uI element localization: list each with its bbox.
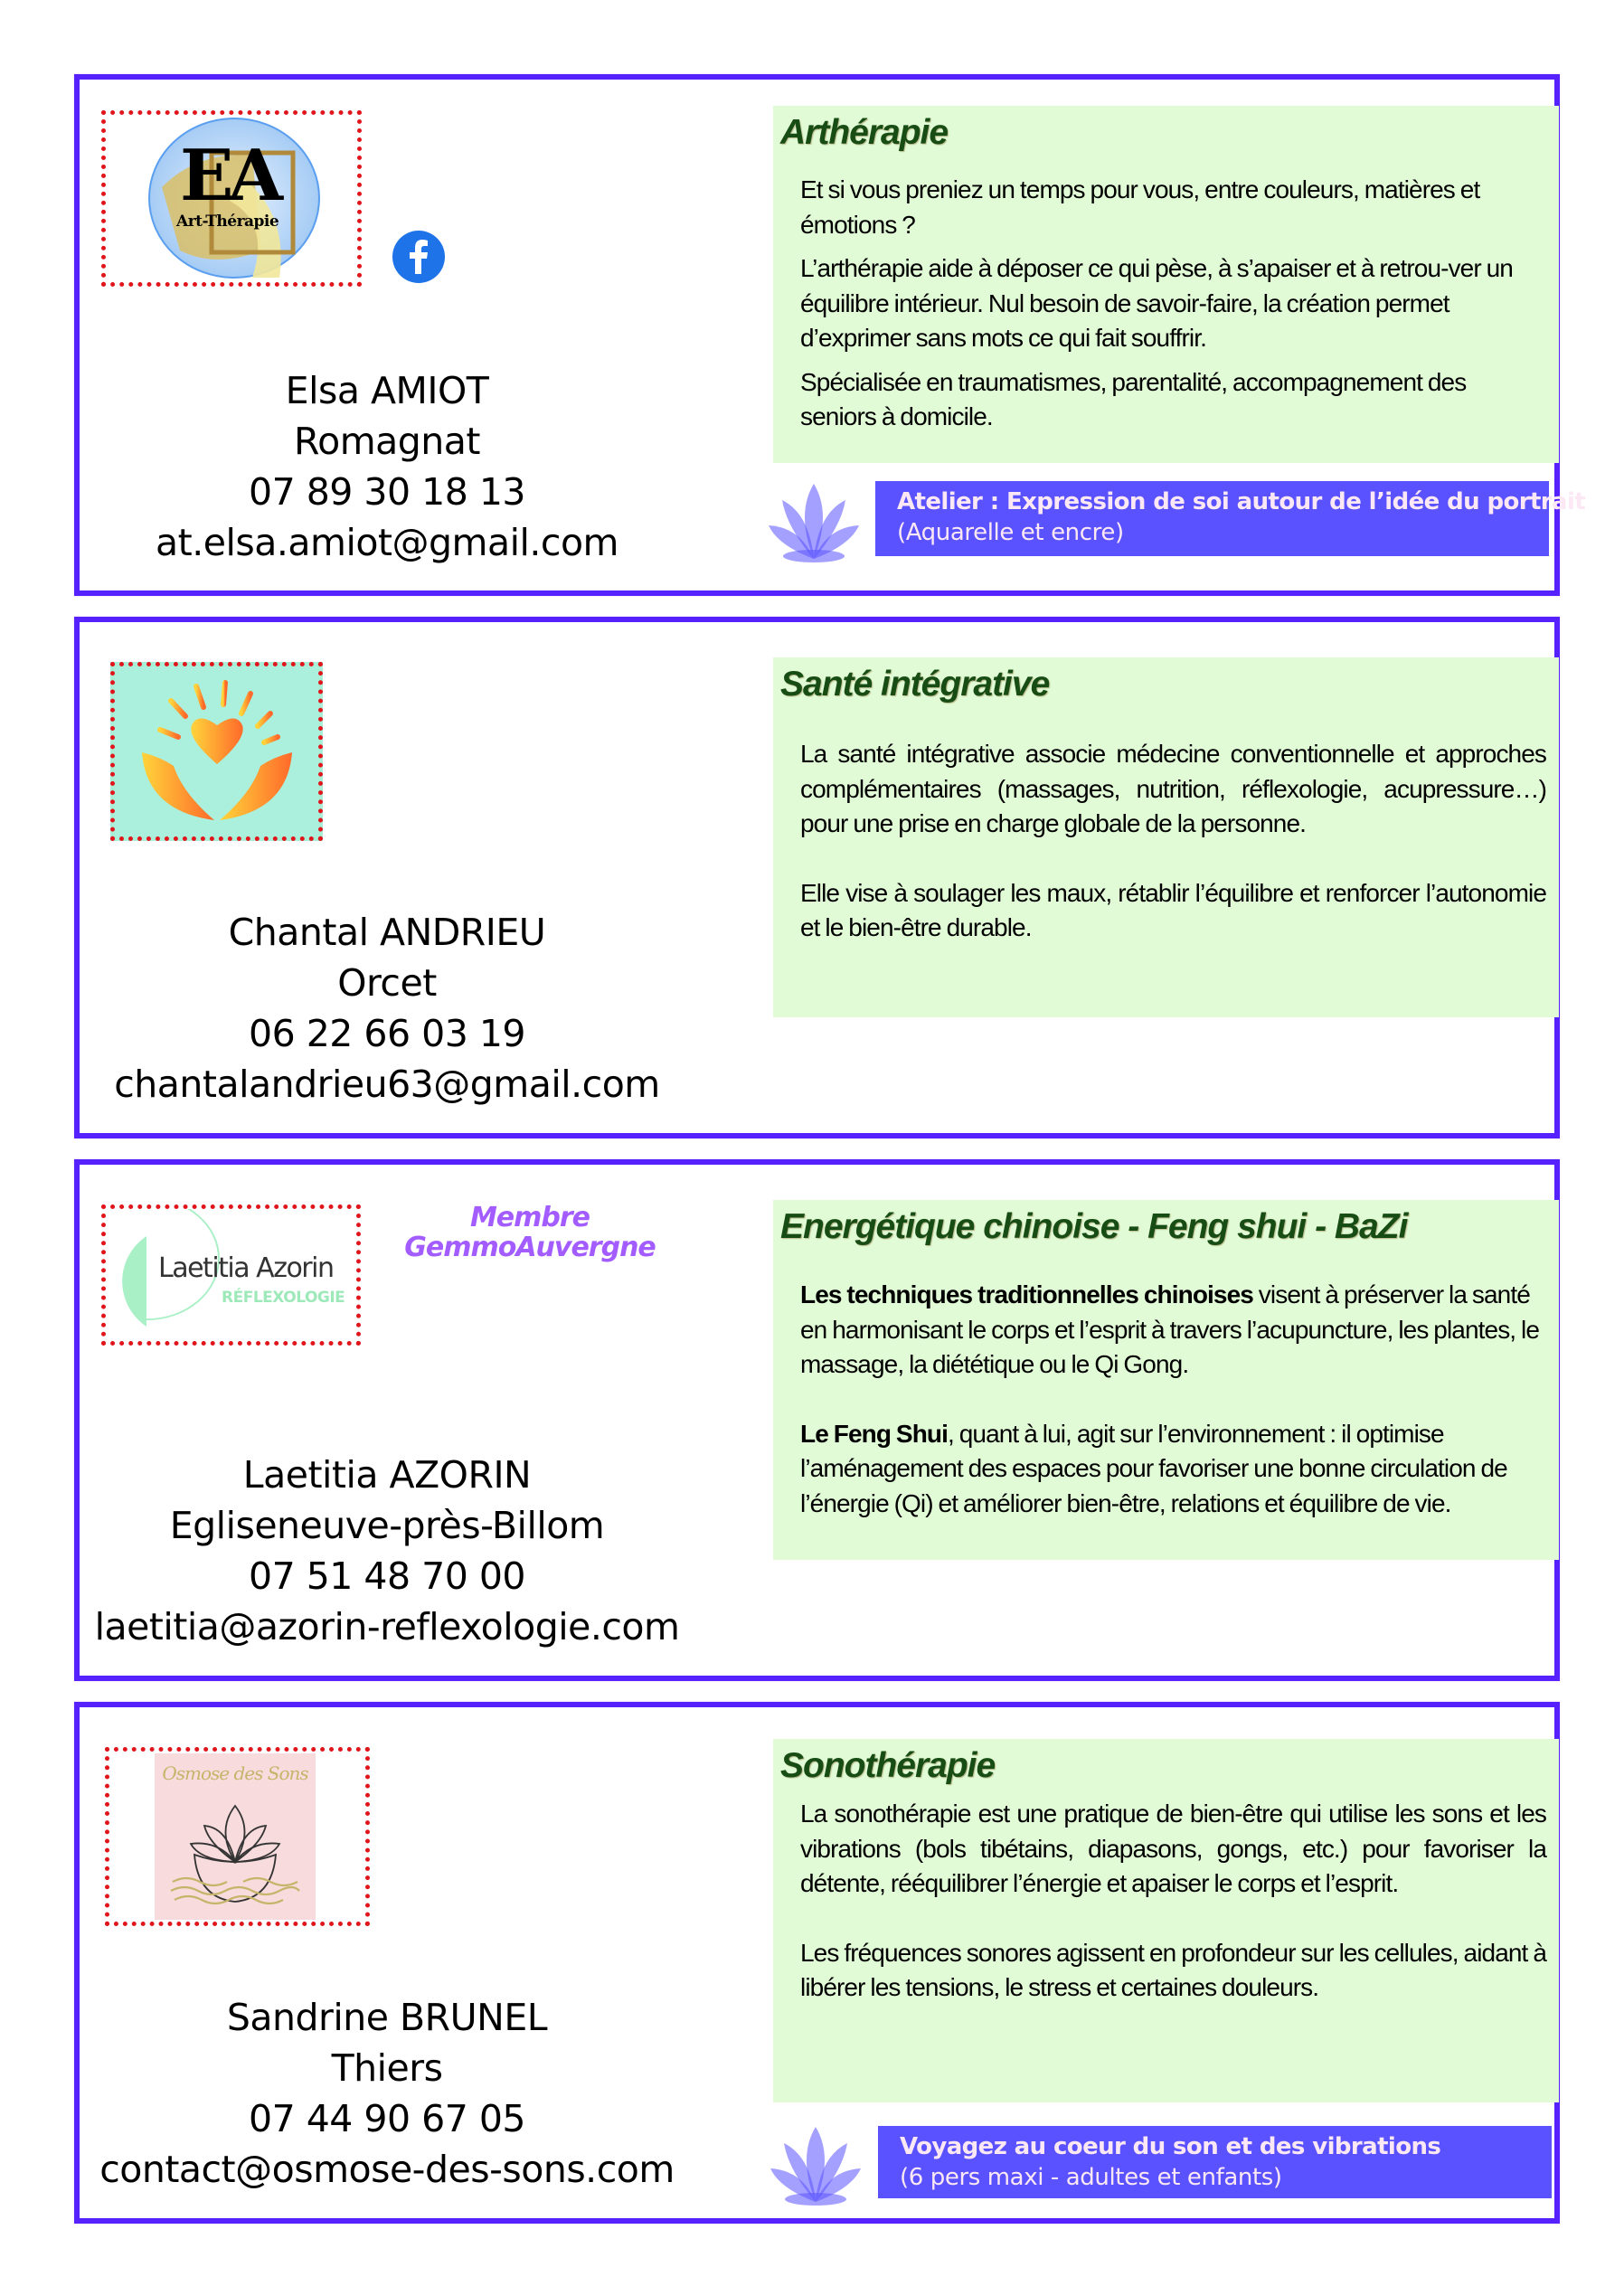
service-description (800, 737, 1546, 980)
logo-monogram: EA (180, 135, 278, 217)
service-title: Arthérapie (780, 113, 949, 152)
service-title: Santé intégrative (780, 665, 1050, 704)
logo-frame (101, 1204, 361, 1346)
service-panel (773, 1200, 1559, 1560)
lotus-icon (770, 2125, 861, 2206)
contact-city: Egliseneuve-près-Billom (169, 1504, 605, 1547)
paragraph: Et si vous preniez un temps pour vous, entre couleurs, matières et émotions ? (800, 175, 1480, 239)
paragraph-text: visent à préserver la santé en harmonisant le corps et l’esprit à travers l’acupuncture, les plantes, le massage, la diététique ou le Qi Gong. (800, 1280, 1540, 1378)
paragraph-text: , quant à lui, agit sur l’environnement : il optimise l’aménagement des espaces pour favoriser une bonne circulation de l’énergie (Qi) et améliorer bien-être, relations et équilibre de vie. (800, 1419, 1507, 1517)
logo-caption: Art-Thérapie (176, 213, 279, 231)
logo-frame (101, 110, 362, 287)
service-title: Energétique chinoise - Feng shui - BaZi (780, 1207, 1408, 1246)
paragraph-bold: Le Feng Shui (800, 1419, 948, 1448)
contact-name: Chantal ANDRIEU (228, 911, 546, 954)
logo-frame (110, 662, 323, 841)
service-description (800, 1797, 1546, 2040)
workshop-banner[interactable] (875, 481, 1586, 556)
paragraph: La santé intégrative associe médecine conventionnelle et approches complémentaires (massages, nutrition, réflexologie, acupressure…) pour une prise en charge globale de la personne. (800, 740, 1546, 837)
contact-block (80, 365, 694, 568)
paragraph: Spécialisée en traumatismes, parentalité, accompagnement des seniors à domicile. (800, 367, 1467, 430)
contact-name: Laetitia AZORIN (242, 1453, 532, 1497)
workshop-title: Voyagez au coeur du son et des vibrations (900, 2133, 1441, 2160)
paragraph-bold: Les techniques traditionnelles chinoises (800, 1280, 1253, 1308)
paragraph: L’arthérapie aide à déposer ce qui pèse, à s’apaiser et à retrou-ver un équilibre intérieur. Nul besoin de savoir-faire, la création permet d’exprimer sans mots ce qui fait souffrir. (800, 254, 1513, 352)
contact-city: Orcet (337, 961, 437, 1005)
workshop-banner[interactable] (878, 2126, 1552, 2198)
practitioner-card-azorin (74, 1159, 1560, 1681)
contact-block (80, 1992, 694, 2195)
paragraph: Elle vise à soulager les maux, rétablir l’équilibre et renforcer l’autonomie et le bien-être durable. (800, 878, 1546, 941)
contact-phone: 07 89 30 18 13 (249, 470, 525, 514)
contact-block (80, 1450, 694, 1652)
membership-badge (394, 1203, 666, 1262)
osmose-des-sons-logo (155, 1753, 316, 1920)
contact-email[interactable]: contact@osmose-des-sons.com (99, 2148, 675, 2191)
heart-hands-logo (115, 666, 318, 836)
contact-city: Thiers (331, 2046, 443, 2090)
lotus-icon (769, 482, 859, 563)
practitioner-card-andrieu (74, 617, 1560, 1138)
logo-caption: Osmose des Sons (162, 1762, 308, 1784)
membership-line2: GemmoAuvergne (404, 1232, 656, 1263)
contact-block (80, 907, 694, 1110)
logo-frame (105, 1747, 370, 1926)
logo-name: Laetitia Azorin (158, 1252, 334, 1284)
workshop-subtitle: (Aquarelle et encre) (897, 519, 1124, 546)
contact-phone: 07 44 90 67 05 (249, 2097, 525, 2140)
contact-email[interactable]: at.elsa.amiot@gmail.com (156, 521, 618, 564)
paragraph: La sonothérapie est une pratique de bien-être qui utilise les sons et les vibrations (bols tibétains, diapasons, gongs, etc.) pour favoriser la détente, rééquilibrer l’énergie et apaiser le corps et l’esprit. (800, 1800, 1546, 1897)
practitioner-card-brunel (74, 1702, 1560, 2224)
paragraph (800, 1278, 1546, 1383)
membership-line1: Membre (469, 1202, 590, 1233)
practitioner-card-amiot (74, 74, 1586, 596)
contact-city: Romagnat (293, 420, 480, 463)
contact-email[interactable]: laetitia@azorin-reflexologie.com (94, 1605, 680, 1648)
service-description (800, 1278, 1546, 1555)
contact-name: Sandrine BRUNEL (226, 1996, 548, 2039)
workshop-subtitle: (6 pers maxi - adultes et enfants) (900, 2164, 1282, 2191)
service-panel (773, 657, 1559, 1017)
service-panel (773, 1739, 1559, 2102)
service-panel (773, 106, 1559, 463)
facebook-icon[interactable] (392, 231, 445, 283)
workshop-title: Atelier : Expression de soi autour de l’idée du portrait (897, 488, 1586, 515)
contact-phone: 06 22 66 03 19 (249, 1012, 525, 1055)
paragraph: Les fréquences sonores agissent en profondeur sur les cellules, aidant à libérer les tensions, le stress et certaines douleurs. (800, 1938, 1546, 2001)
service-title: Sonothérapie (780, 1746, 996, 1785)
paragraph (800, 1417, 1546, 1522)
logo-subtitle: RÉFLEXOLOGIE (222, 1289, 345, 1307)
service-description (800, 173, 1546, 444)
contact-email[interactable]: chantalandrieu63@gmail.com (114, 1063, 660, 1106)
contact-name: Elsa AMIOT (285, 369, 489, 412)
contact-phone: 07 51 48 70 00 (249, 1554, 525, 1598)
